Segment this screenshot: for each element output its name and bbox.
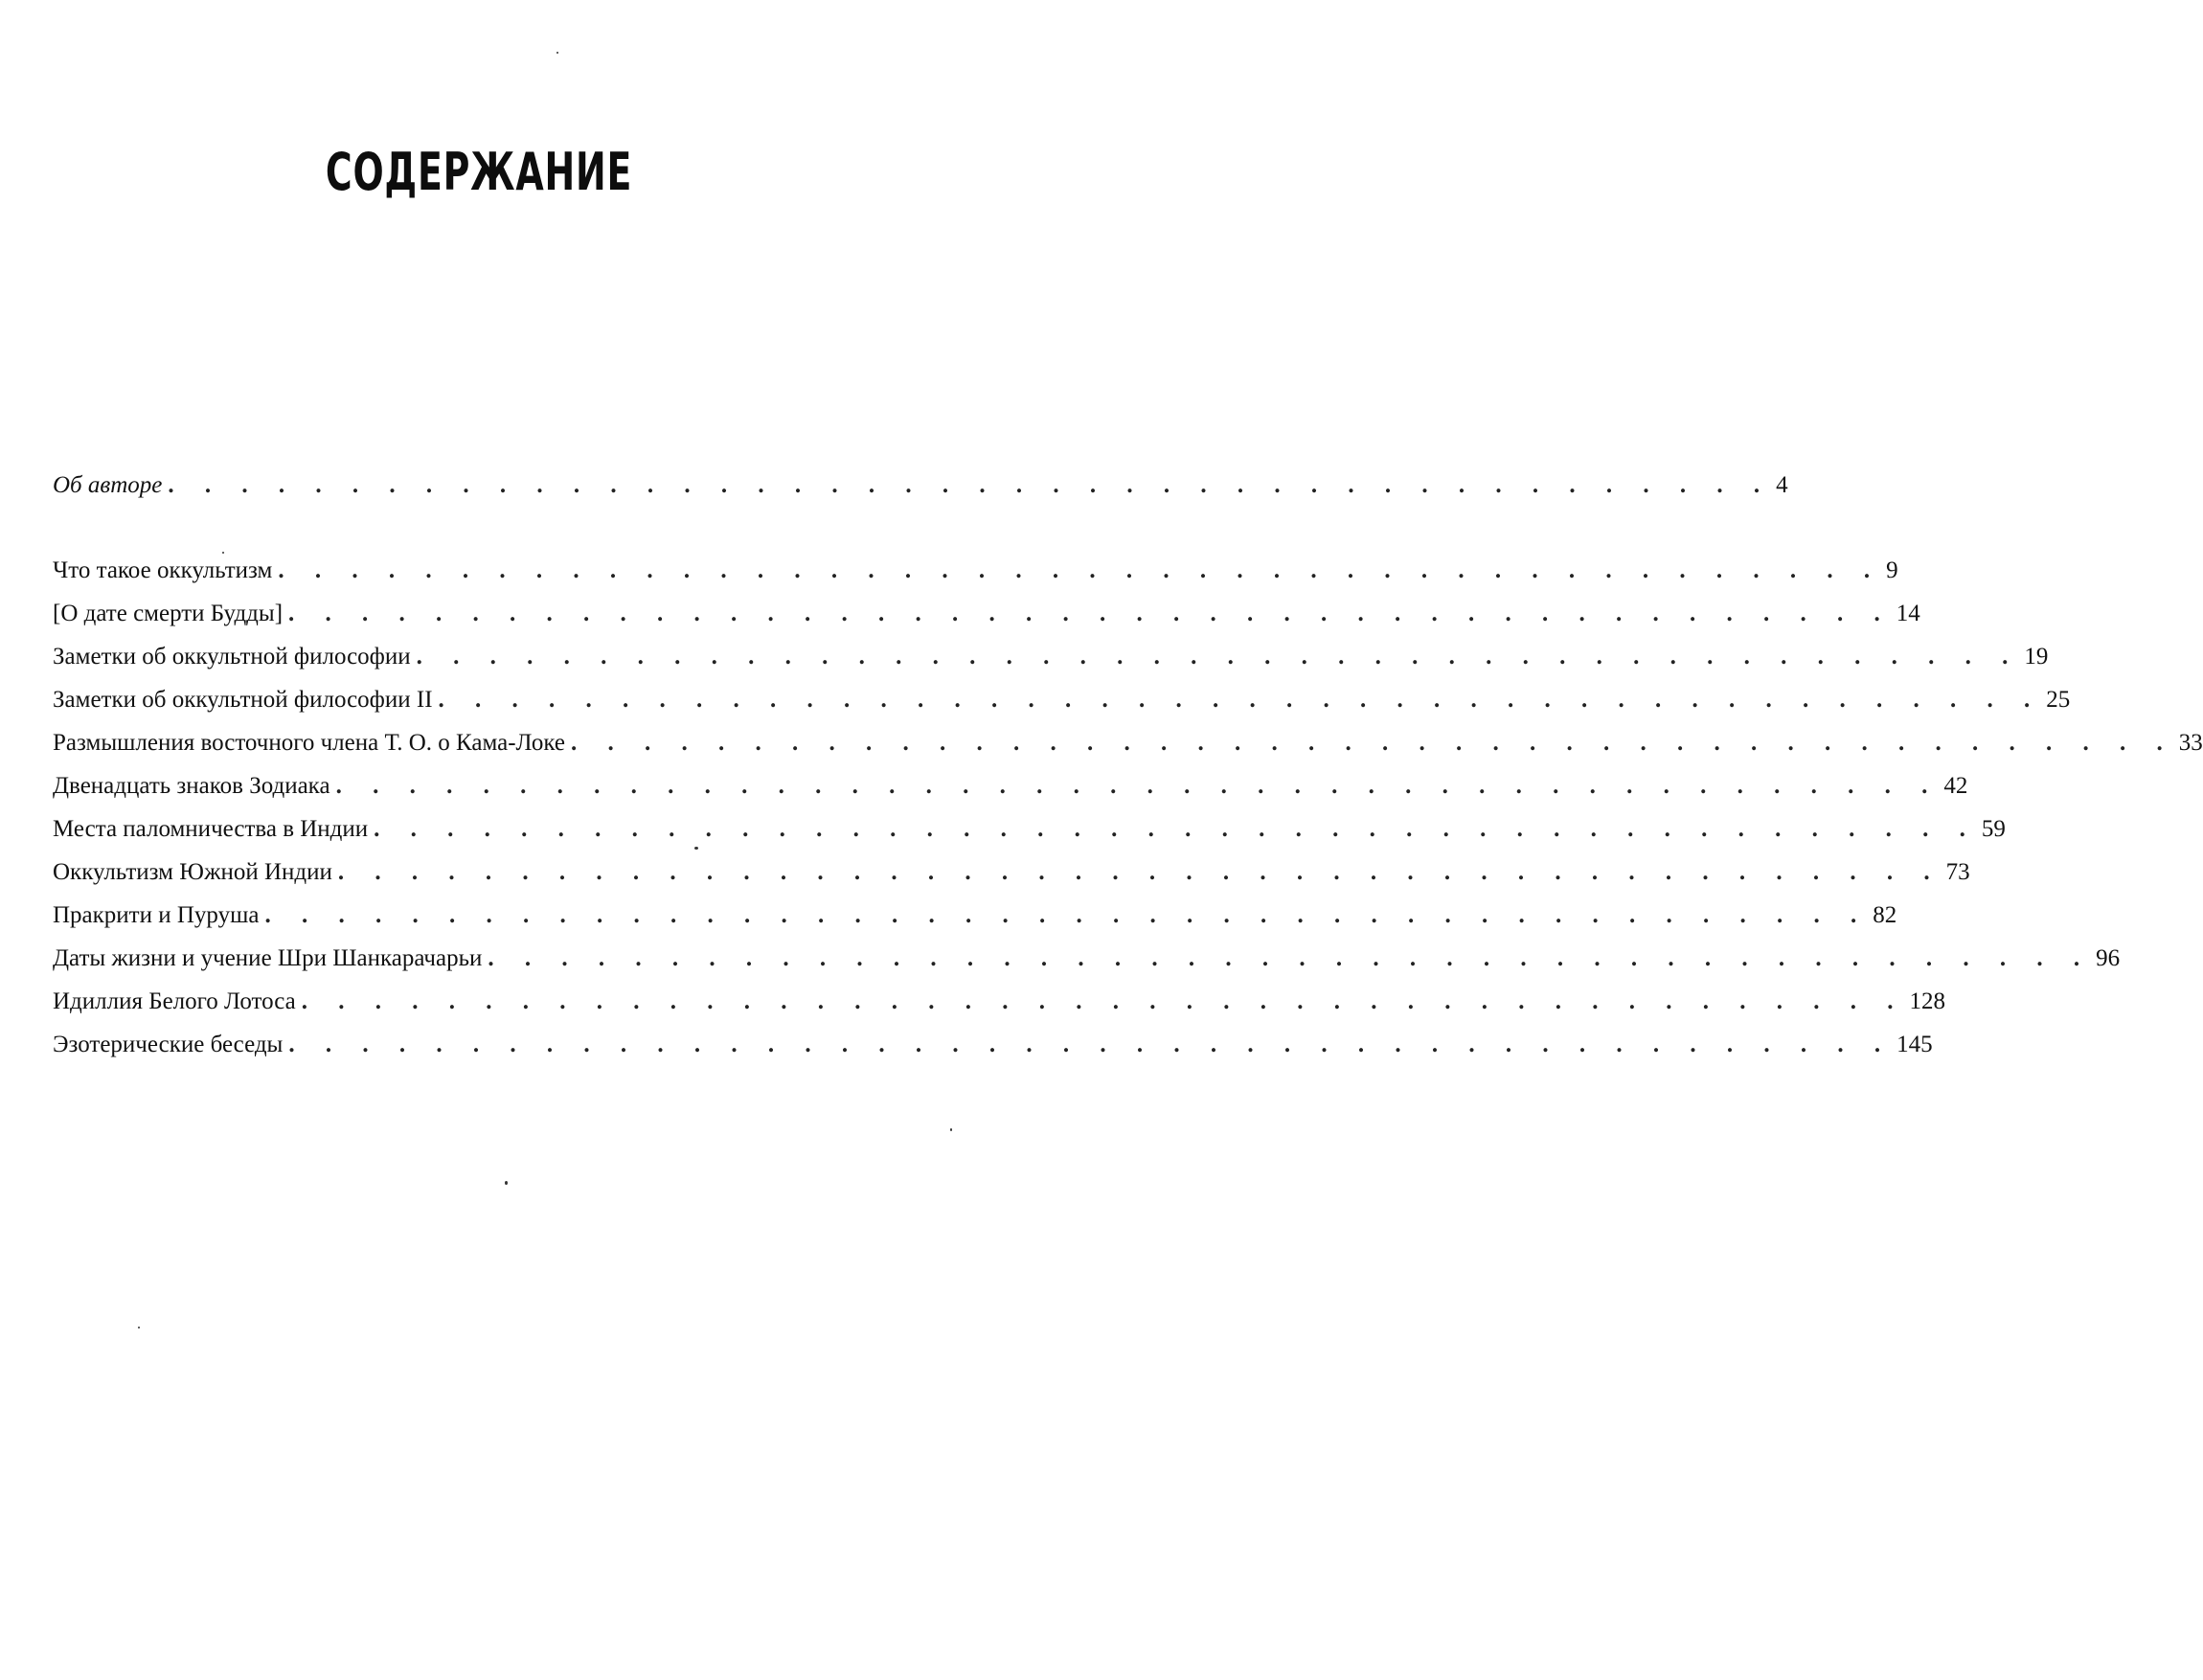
toc-entry: [53, 635, 2049, 678]
toc-entry-label: [О дате смерти Будды]: [53, 601, 284, 626]
toc-entry-page: 4: [1776, 472, 1788, 498]
toc-entry-label: Идиллия Белого Лотоса: [53, 988, 296, 1014]
toc-entry: [53, 894, 1897, 937]
toc-entry-page: 145: [1896, 1032, 1933, 1057]
toc-entry: [53, 980, 1946, 1023]
toc-entry: [53, 721, 2203, 764]
toc-entry: [53, 1023, 1933, 1066]
toc-entry: [53, 678, 2071, 721]
scan-speck: [222, 552, 224, 554]
toc-entry-label: Заметки об оккультной философии II: [53, 687, 433, 713]
toc-entry: [53, 764, 1968, 807]
toc-entry: [53, 549, 1898, 592]
toc-entry-about-author: [53, 464, 1788, 507]
page-title: СОДЕРЖАНИЕ: [325, 142, 633, 202]
toc-entry-page: 9: [1886, 557, 1898, 583]
dot-leader: . . . . . . . . . . . . . . . . . . . . . . . . . . . . . . . . . . . . . . . . . . . .: [264, 902, 1870, 928]
toc-entry-page: 96: [2096, 945, 2121, 971]
toc-entry-label: Эзотерические беседы: [53, 1032, 284, 1057]
dot-leader: . . . . . . . . . . . . . . . . . . . . . . . . . . . . . . . . . . . . . . . . . . . .: [488, 945, 2093, 971]
scan-speck: [694, 847, 698, 850]
toc-entry-page: 59: [1981, 816, 2006, 842]
toc-entry-label: Об авторе: [53, 472, 163, 498]
dot-leader: . . . . . . . . . . . . . . . . . . . . . . . . . . . . . . . . . . . . . . . . . . . .: [374, 816, 1978, 842]
toc-entry-page: 25: [2046, 687, 2071, 713]
dot-leader: . . . . . . . . . . . . . . . . . . . . . . . . . . . . . . . . . . . . . . . . . . . .: [168, 472, 1773, 498]
toc-entry-page: 19: [2024, 644, 2049, 670]
dot-leader: . . . . . . . . . . . . . . . . . . . . . . . . . . . . . . . . . . . . . . . . . . . .: [337, 859, 1942, 885]
toc-entry-page: 42: [1943, 773, 1968, 799]
toc-entry-page: 128: [1909, 988, 1946, 1014]
dot-leader: . . . . . . . . . . . . . . . . . . . . . . . . . . . . . . . . . . . . . . . . . . . .: [571, 730, 2175, 756]
scan-speck: [950, 1128, 952, 1131]
toc-entry-page: 73: [1945, 859, 1970, 885]
dot-leader: . . . . . . . . . . . . . . . . . . . . . . . . . . . . . . . . . . . . . . . . . . . .: [416, 644, 2021, 670]
toc-entry: [53, 807, 2006, 851]
scan-speck: [556, 52, 558, 54]
toc-entry: [53, 937, 2121, 980]
dot-leader: . . . . . . . . . . . . . . . . . . . . . . . . . . . . . . . . . . . . . . . . . . . .: [278, 557, 1883, 583]
dot-leader: . . . . . . . . . . . . . . . . . . . . . . . . . . . . . . . . . . . . . . . . . . . .: [438, 687, 2043, 713]
toc-entry: [53, 592, 1920, 635]
toc-entry-label: Размышления восточного члена Т. О. о Кама-Локе: [53, 730, 566, 756]
toc-entry-page: 14: [1896, 601, 1920, 626]
dot-leader: . . . . . . . . . . . . . . . . . . . . . . . . . . . . . . . . . . . . . . . . . . . .: [335, 773, 1941, 799]
toc-entry-label: Заметки об оккультной философии: [53, 644, 411, 670]
toc-entry-page: 82: [1873, 902, 1897, 928]
toc-entry-label: Места паломничества в Индии: [53, 816, 369, 842]
scan-speck: [138, 1327, 140, 1328]
dot-leader: . . . . . . . . . . . . . . . . . . . . . . . . . . . . . . . . . . . . . . . . . . . .: [288, 601, 1893, 626]
toc-entry-label: Оккультизм Южной Индии: [53, 859, 332, 885]
toc-entry-label: Двенадцать знаков Зодиака: [53, 773, 330, 799]
toc-entry-label: Что такое оккультизм: [53, 557, 273, 583]
scan-speck: [505, 1181, 508, 1185]
toc-list: [53, 549, 2203, 1066]
dot-leader: . . . . . . . . . . . . . . . . . . . . . . . . . . . . . . . . . . . . . . . . . . . .: [301, 988, 1906, 1014]
toc-entry-label: Даты жизни и учение Шри Шанкарачарьи: [53, 945, 483, 971]
toc-entry-label: Пракрити и Пуруша: [53, 902, 260, 928]
dot-leader: . . . . . . . . . . . . . . . . . . . . . . . . . . . . . . . . . . . . . . . . . . . .: [288, 1032, 1894, 1057]
toc-entry: [53, 851, 1970, 894]
toc-preface: [53, 464, 1788, 507]
toc-entry-page: 33: [2178, 730, 2203, 756]
